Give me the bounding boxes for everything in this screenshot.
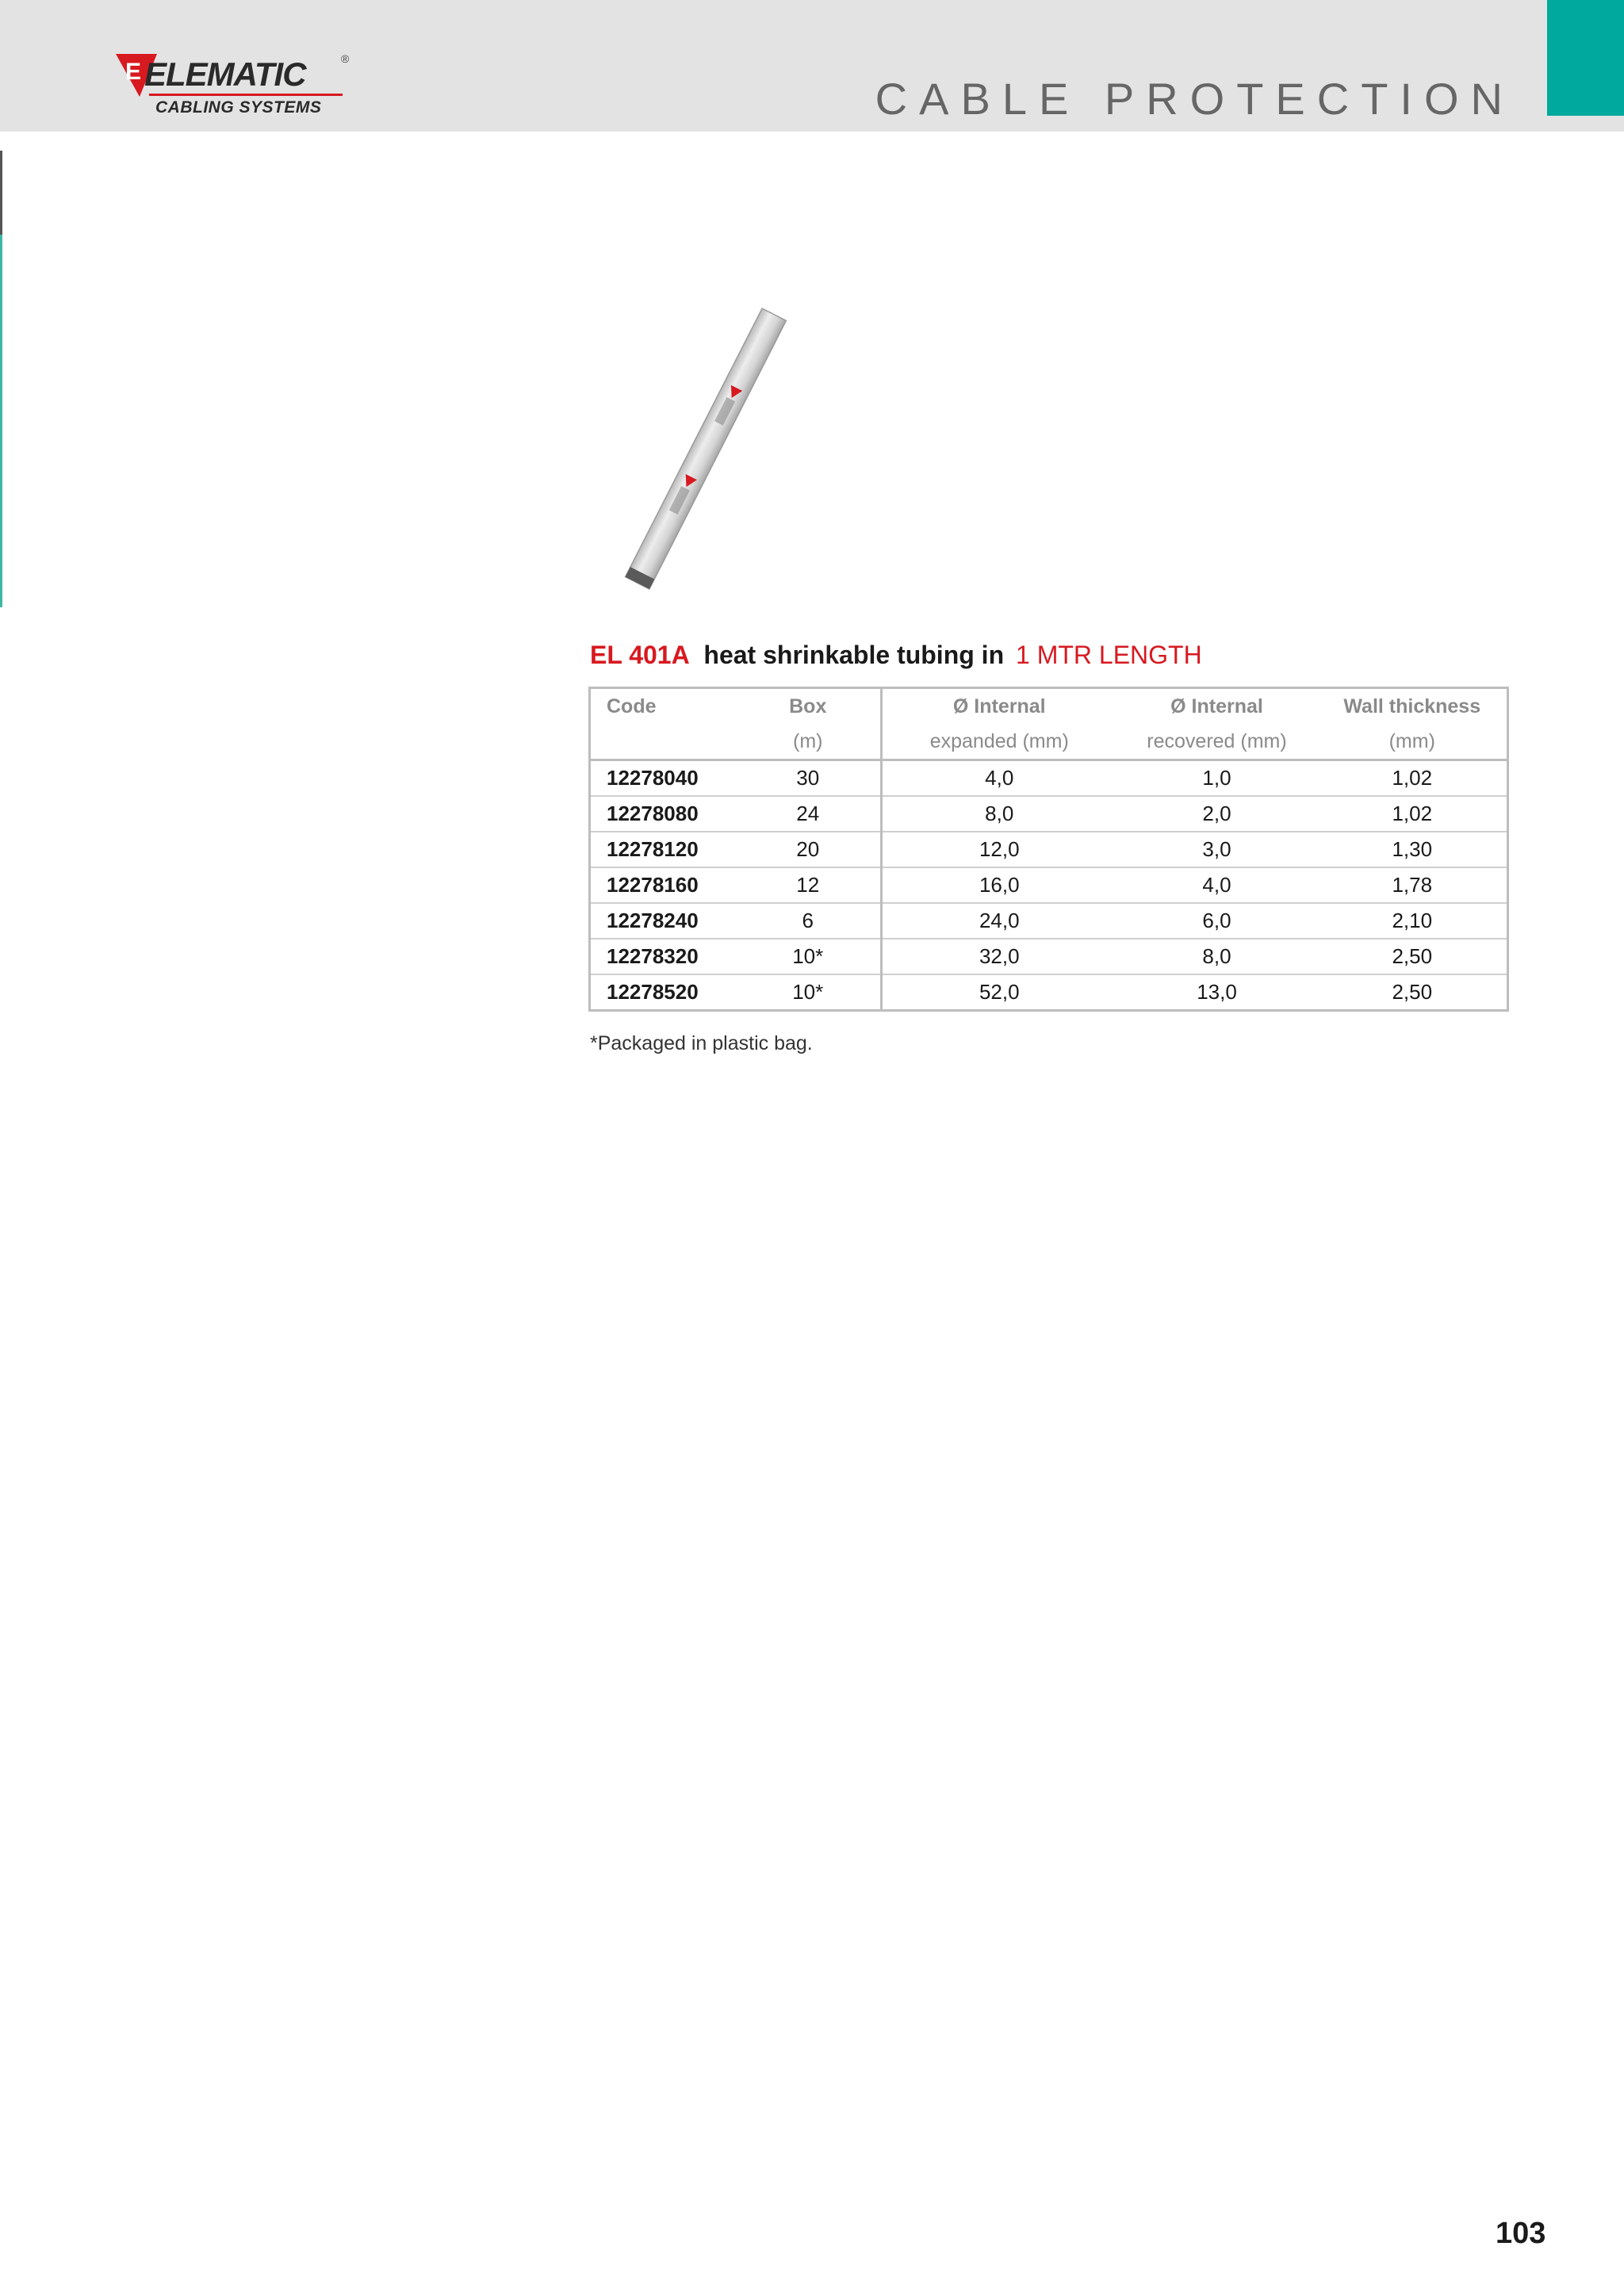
table-row: [590, 832, 1508, 867]
table-row: [590, 796, 1508, 832]
logo-wordmark: ELEMATIC: [144, 55, 306, 93]
table-row: [590, 867, 1508, 903]
col-subheader-internal-expanded: expanded (mm): [882, 724, 1116, 760]
cell-code: 12278160: [590, 867, 736, 903]
section-title: CABLE PROTECTION: [875, 74, 1515, 124]
col-header-code: Code: [607, 695, 657, 718]
cell-box: 30: [736, 760, 882, 797]
cell-wall-thickness: 1,02: [1318, 760, 1508, 797]
cell-box: 10*: [736, 939, 882, 974]
side-marker-teal: [0, 235, 2, 607]
cell-wall-thickness: 1,78: [1318, 867, 1508, 903]
table-header-row: [590, 688, 1508, 725]
cell-wall-thickness: 1,02: [1318, 796, 1508, 832]
col-subheader-wall-thickness: (mm): [1318, 724, 1508, 760]
cell-internal-expanded: 4,0: [882, 760, 1116, 797]
elematic-logo: [116, 51, 354, 124]
cell-internal-expanded: 52,0: [979, 979, 1020, 1004]
cell-internal-recovered: 13,0: [1197, 979, 1237, 1004]
product-heading: [590, 641, 1202, 670]
product-description: heat shrinkable tubing in: [703, 641, 1005, 669]
col-header-box: Box: [736, 688, 882, 725]
cell-wall-thickness: 2,50: [1392, 979, 1433, 1004]
cell-wall-thickness: 1,30: [1318, 832, 1508, 867]
col-subheader-code: [590, 724, 736, 760]
col-subheader-internal-recovered: recovered (mm): [1116, 724, 1318, 760]
table-subheader-row: [590, 724, 1508, 760]
col-header-internal-recovered: Ø Internal: [1170, 695, 1263, 718]
cell-box: 10*: [736, 974, 882, 1011]
section-color-tab: [1547, 0, 1624, 116]
cell-internal-recovered: 3,0: [1116, 832, 1318, 867]
footnote: *Packaged in plastic bag.: [590, 1032, 813, 1054]
cell-code: 12278240: [590, 903, 736, 939]
col-subheader-box: (m): [736, 724, 882, 760]
cell-internal-recovered: 8,0: [1116, 939, 1318, 974]
col-header-wall-thickness: Wall thickness: [1343, 695, 1481, 718]
cell-internal-recovered: 2,0: [1116, 796, 1318, 832]
spec-table: [588, 687, 1509, 1012]
col-header-internal-expanded: Ø Internal: [952, 695, 1046, 718]
table-row: [590, 903, 1508, 939]
cell-box: 6: [736, 903, 882, 939]
cell-code: 12278320: [590, 939, 736, 974]
svg-text:E: E: [125, 59, 142, 85]
page-number: 103: [1496, 2217, 1546, 2250]
logo-subtitle: CABLING SYSTEMS: [155, 98, 322, 117]
cell-internal-expanded: 8,0: [882, 796, 1116, 832]
cell-internal-expanded: 16,0: [882, 867, 1116, 903]
table-row: [590, 760, 1508, 797]
cell-code: 12278120: [590, 832, 736, 867]
cell-internal-expanded: 32,0: [882, 939, 1116, 974]
cell-box: 20: [736, 832, 882, 867]
logo-registered-mark: ®: [341, 52, 350, 65]
cell-internal-expanded: 24,0: [882, 903, 1116, 939]
cell-wall-thickness: 2,50: [1318, 939, 1508, 974]
product-length: 1 MTR LENGTH: [1016, 641, 1202, 669]
logo-underline: [149, 94, 343, 96]
table-row: [590, 974, 1508, 1011]
cell-wall-thickness: 2,10: [1318, 903, 1508, 939]
cell-internal-recovered: 6,0: [1116, 903, 1318, 939]
cell-box: 12: [736, 867, 882, 903]
heat-shrink-tube-image: [603, 298, 809, 599]
cell-internal-expanded: 12,0: [882, 832, 1116, 867]
side-marker-dark: [0, 151, 2, 235]
table-row: [590, 939, 1508, 974]
cell-code: 12278040: [590, 760, 736, 797]
cell-code: 12278520: [607, 979, 699, 1004]
cell-code: 12278080: [590, 796, 736, 832]
cell-internal-recovered: 1,0: [1116, 760, 1318, 797]
product-code: EL 401A: [590, 641, 689, 669]
cell-box: 24: [736, 796, 882, 832]
cell-internal-recovered: 4,0: [1116, 867, 1318, 903]
